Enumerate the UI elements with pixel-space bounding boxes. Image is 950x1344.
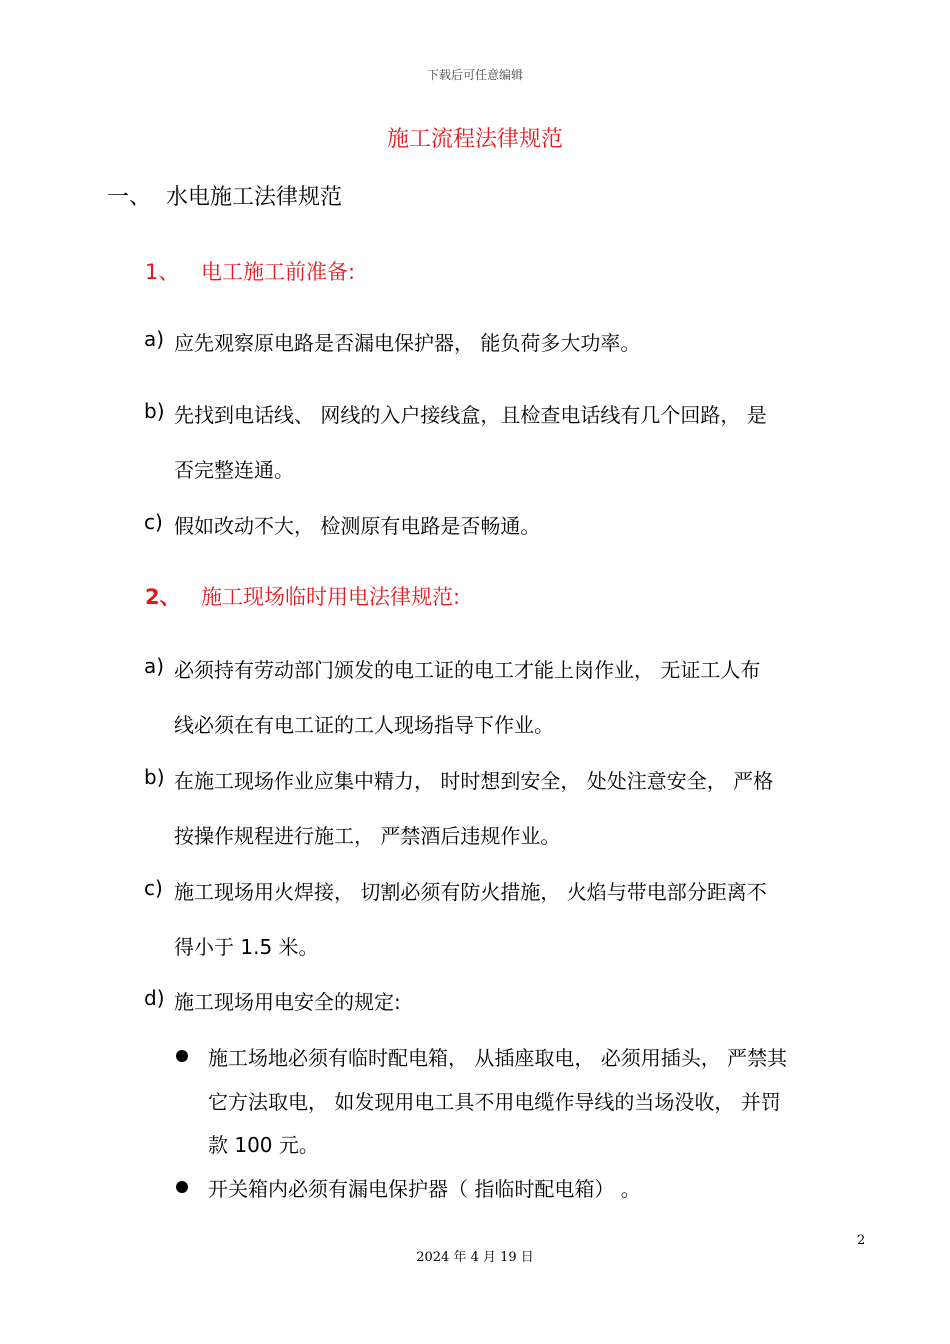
section-title: 水电施工法律规范	[166, 185, 343, 210]
list-item-label: a)	[144, 327, 165, 351]
list-item-label: c)	[144, 876, 163, 900]
bullet-dot-icon	[176, 1050, 188, 1062]
bullet-item-text: 款 100 元。	[208, 1133, 319, 1157]
list-item-label: c)	[144, 510, 163, 534]
subsection-title: 施工现场临时用电法律规范:	[201, 585, 461, 609]
list-item-text: 施工现场用电安全的规定:	[174, 990, 401, 1014]
bullet-item-text: 开关箱内必须有漏电保护器（ 指临时配电箱） 。	[208, 1177, 641, 1201]
subsection-number: 1、	[145, 260, 180, 284]
list-item-text: 应先观察原电路是否漏电保护器， 能负荷多大功率。	[174, 331, 641, 355]
bullet-item-text: 施工场地必须有临时配电箱， 从插座取电， 必须用插头， 严禁其	[208, 1046, 788, 1070]
page-number: 2	[857, 1233, 866, 1248]
list-item-label: a)	[144, 654, 165, 678]
header-note: 下载后可任意编辑	[426, 68, 523, 82]
bullet-dot-icon	[176, 1181, 188, 1193]
section-number: 一、	[107, 185, 152, 210]
list-item-text: 在施工现场作业应集中精力， 时时想到安全， 处处注意安全， 严格	[174, 769, 774, 793]
list-item-text: 施工现场用火焊接， 切割必须有防火措施， 火焰与带电部分距离不	[174, 880, 767, 904]
subsection-title: 电工施工前准备:	[201, 260, 356, 284]
subsection-number: 2、	[145, 585, 181, 609]
list-item-text: 按操作规程进行施工， 严禁酒后违规作业。	[174, 824, 561, 848]
list-item-text: 否完整连通。	[174, 458, 294, 482]
list-item-text: 得小于 1.5 米。	[174, 935, 319, 959]
list-item-text: 必须持有劳动部门颁发的电工证的电工才能上岗作业， 无证工人布	[174, 658, 761, 682]
list-item-text: 线必须在有电工证的工人现场指导下作业。	[174, 713, 554, 737]
list-item-text: 先找到电话线、 网线的入户接线盒，且检查电话线有几个回路， 是	[174, 403, 767, 427]
list-item-text: 假如改动不大， 检测原有电路是否畅通。	[174, 514, 541, 538]
list-item-label: d)	[144, 986, 165, 1010]
list-item-label: b)	[144, 765, 165, 789]
bullet-item-text: 它方法取电， 如发现用电工具不用电缆作导线的当场没收， 并罚	[208, 1090, 781, 1114]
document-title: 施工流程法律规范	[386, 127, 563, 152]
list-item-label: b)	[144, 399, 165, 423]
footer-date: 2024 年 4 月 19 日	[416, 1250, 534, 1265]
